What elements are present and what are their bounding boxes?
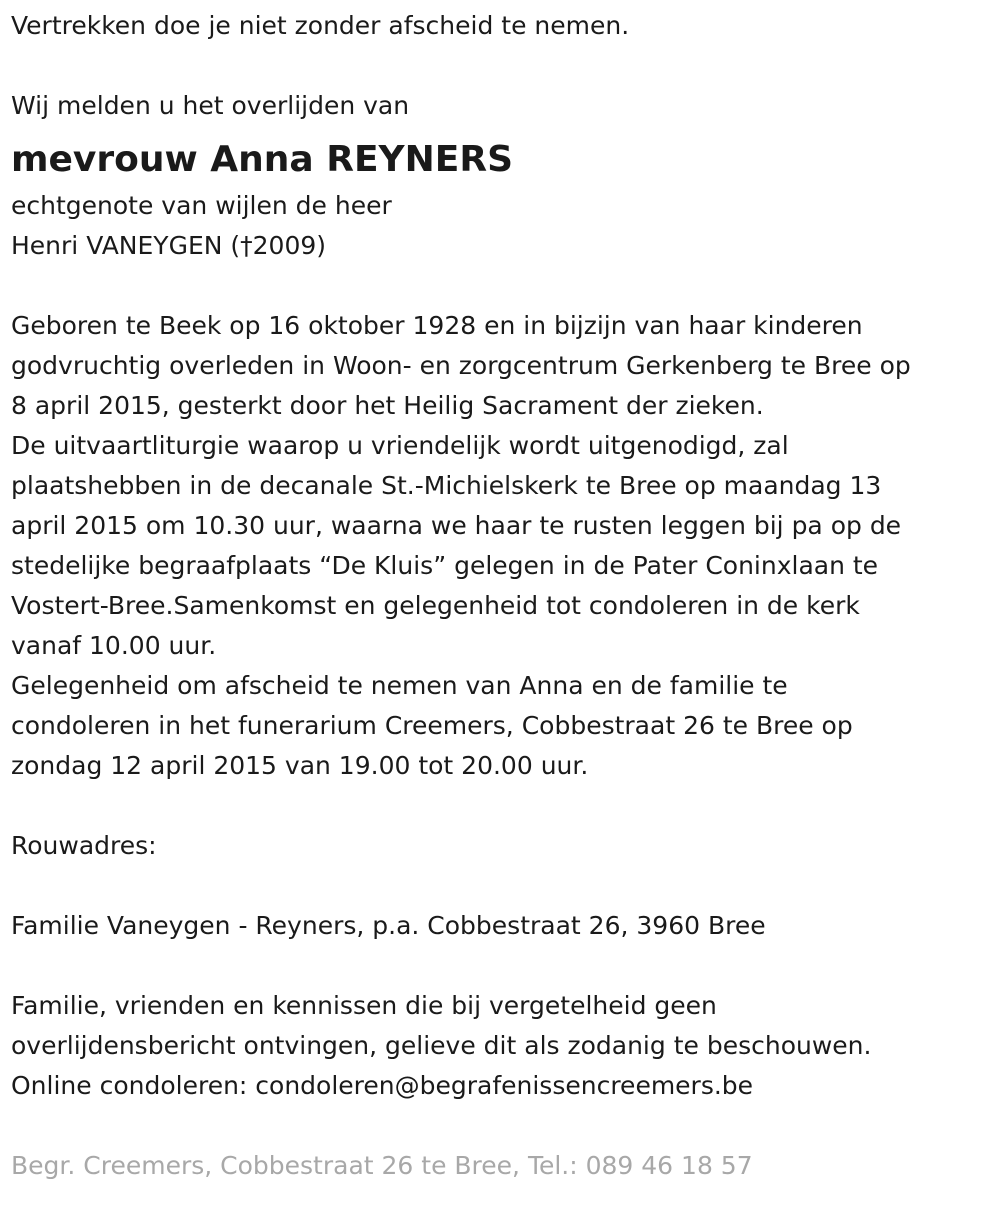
body-line: Geboren te Beek op 16 oktober 1928 en in bijzijn van haar kinderen [11, 311, 863, 340]
spacer [11, 786, 991, 826]
body-line: stedelijke begraafplaats “De Kluis” gelegen in de Pater Coninxlaan te [11, 551, 879, 580]
online-condolence-line: Online condoleren: condoleren@begrafenissencreemers.be [11, 1071, 754, 1100]
spouse-line: echtgenote van wijlen de heer [11, 191, 392, 220]
intro-line: Vertrekken doe je niet zonder afscheid te nemen. [11, 11, 630, 40]
closing-line: Familie, vrienden en kennissen die bij vergetelheid geen [11, 991, 717, 1020]
mourning-address-label: Rouwadres: [11, 831, 157, 860]
deceased-name: mevrouw Anna REYNERS [11, 139, 513, 180]
closing-text [11, 986, 991, 1106]
body-line: condoleren in het funerarium Creemers, Cobbestraat 26 te Bree op [11, 711, 853, 740]
body-line: De uitvaartliturgie waarop u vriendelijk wordt uitgenodigd, zal [11, 431, 789, 460]
obituary-notice [11, 6, 991, 1186]
body-line: vanaf 10.00 uur. [11, 631, 217, 660]
body-line: april 2015 om 10.30 uur, waarna we haar te rusten leggen bij pa op de [11, 511, 902, 540]
body-line: Vostert-Bree.Samenkomst en gelegenheid tot condoleren in de kerk [11, 591, 860, 620]
body-line: 8 april 2015, gesterkt door het Heilig Sacrament der zieken. [11, 391, 764, 420]
spouse-name: Henri VANEYGEN (†2009) [11, 231, 327, 260]
body-line: Gelegenheid om afscheid te nemen van Anna en de familie te [11, 671, 788, 700]
body-text [11, 306, 991, 786]
mourning-address: Familie Vaneygen - Reyners, p.a. Cobbestraat 26, 3960 Bree [11, 911, 766, 940]
spacer [11, 266, 991, 306]
body-line: zondag 12 april 2015 van 19.00 tot 20.00 uur. [11, 751, 589, 780]
body-line: godvruchtig overleden in Woon- en zorgcentrum Gerkenberg te Bree op [11, 351, 911, 380]
announcement-line: Wij melden u het overlijden van [11, 91, 410, 120]
spacer [11, 946, 991, 986]
spacer [11, 46, 991, 86]
spacer [11, 866, 991, 906]
body-line: plaatshebben in de decanale St.-Michielskerk te Bree op maandag 13 [11, 471, 882, 500]
funeral-home-footer: Begr. Creemers, Cobbestraat 26 te Bree, Tel.: 089 46 18 57 [11, 1151, 753, 1180]
spacer [11, 1106, 991, 1146]
closing-line: overlijdensbericht ontvingen, gelieve dit als zodanig te beschouwen. [11, 1031, 872, 1060]
